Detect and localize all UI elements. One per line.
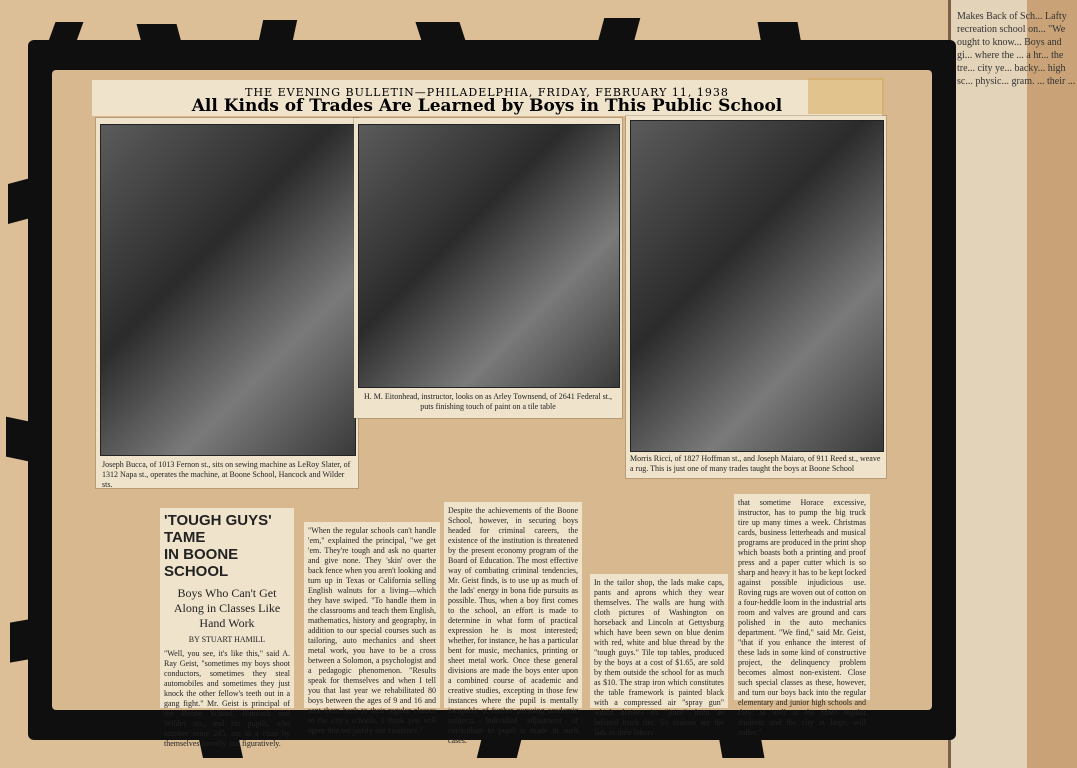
photo-clipping-tile-table — [354, 118, 622, 418]
frame-spike — [10, 617, 40, 662]
article-column-3 — [444, 502, 582, 745]
photo-clipping-sewing — [96, 118, 358, 488]
frame-spike — [137, 24, 184, 50]
article-column-5 — [734, 494, 870, 737]
frame-spike — [415, 22, 468, 50]
article-paragraph: Despite the achievements of the Boone School, however, in securing boys headed for criminal careers, the existence of the institution is threatened by the present economy program of the Board of Education. The most effective way of combating criminal tendencies, Mr. Geist finds, is to use up as much of the lads' energy in bona fide pursuits as possible. Thus, when a boy first comes to the school, an effort is made to determine in what form of practical expression he is most interested; whether, for instance, he has a particular bent for music, mechanics, printing or sheet metal work. Once these general divisions are made the boys enter upon a combined course of academic and creative studies, excepting in those few instances where the pupil is mentally incapable of further pursuing academic subjects. Individual adjustment of curriculum to pupil is made in such cases. — [448, 506, 578, 745]
frame-spike — [6, 417, 38, 464]
photo-tile-table — [358, 124, 620, 388]
photo-rug-loom — [630, 120, 884, 452]
photo-caption: H. M. Eitonhead, instructor, looks on as Arley Townsend, of 2641 Federal st., puts finishing touch of paint on a tile table — [363, 392, 613, 411]
page-headline: All Kinds of Trades Are Learned by Boys in This Public School — [191, 96, 783, 116]
article-deck: Boys Who Can't Get Along in Classes Like Hand Work — [173, 586, 281, 630]
frame-spike — [257, 20, 297, 50]
article-title-line-2: IN BOONE SCHOOL — [164, 546, 239, 580]
article-paragraph: "Well, you see, it's like this," said A. Ray Geist, "sometimes my boys shoot conductors, sometimes they steal automobiles and sometimes they just knock the other fellow's teeth out in a gang fight." Mr. Geist is principal of the Boone School, Hancock and Wilder sts., and his pupils, who number some 245, are in a class by themselves literally and figuratively. — [164, 649, 290, 748]
frame-spike — [758, 22, 803, 50]
photo-caption: Morris Ricci, of 1827 Hoffman st., and Joseph Maiaro, of 911 Reed st., weave a rug. This is just one of many trades taught the boys at Boone School — [630, 454, 881, 473]
article-paragraph: "When the regular schools can't handle 'em," explained the principal, "we get 'em. They're tough and ask no quarter and give none. They 'skin' over the back fence when you aren't looking and turn up in Texas or California selling English walnuts for a living—which they have swiped. "To handle them in the classrooms and teach them English, mathematics, history and geography, in addition to our special courses such as tailoring, auto mechanics and sheet metal work, you have to be a cross between a Solomon, a psychologist and a pedagogic phenomenon. "Results speak for themselves and when I tell you that last year we rehabilitated 80 boys between the ages of 9 and 16 and sent them back to their regular classes in the city's schools, I think you will agree that we justify our existence." — [308, 526, 436, 735]
adhesive-tape — [808, 78, 884, 114]
article-paragraph: In the tailor shop, the lads make caps, pants and aprons which they wear themselves. The walls are hung with cloth pictures of Washington on horseback and Lincoln at Gettysburg which have been sewn on blue denim with red, white and blue thread by the "tough guys." Tile top tables, produced by the boys at a cost of $1.65, are sold by them outside the school for as much as $10. The strap iron which constitutes the table framework is painted black with a compressed air "spray gun" which derives its "juice" from an inflated truck tire. So zealous are the lads in their labors — [594, 578, 724, 737]
photo-sewing-machine — [100, 124, 356, 456]
adjacent-page — [948, 0, 1076, 768]
article-column-4 — [590, 574, 728, 737]
photo-clipping-rug — [626, 116, 886, 478]
adjacent-page-text: Makes Back of Sch... Lafty recreation school on... "We ought to know... Boys and gi... where the ... a hr... the tre... city ye... backy... high sc... physic... gram. ... their ... — [957, 11, 1076, 87]
article-paragraph: that sometime Horace excessive, instructor, has to pump the big truck tire up many times a week. Christmas cards, business letterheads and musical programs are produced in the print shop which boasts both a printing and proof press and a paper cutter which is so sharp and heavy it has to be kept locked against possible injudicious use. Roving rugs are woven out of cotton on a four-heddle loom in the industrial arts room and valves are ground and cars polished in the auto mechanics department. "We find," said Mr. Geist, "that if you enhance the interest of these lads in some kind of constructive project, the delinquency problem becomes almost non-existent. Close such special classes as these, however, and turn our boys back into the regular elementary and junior high schools and they, as well as the other regular students and the city at large, will suffer." — [738, 498, 866, 737]
article-column-2 — [304, 522, 440, 735]
article-column-1 — [160, 508, 294, 748]
photo-caption: Joseph Bucca, of 1013 Fernon st., sits on sewing machine as LeRoy Slater, of 1312 Napa st., operates the machine, at Boone School, Hancock and Wilder sts. — [102, 460, 351, 489]
newspaper-masthead: THE EVENING BULLETIN—PHILADELPHIA, FRIDAY, FEBRUARY 11, 1938 — [245, 86, 729, 99]
article-byline: BY STUART HAMILL — [188, 635, 266, 644]
frame-spike — [8, 176, 38, 224]
article-title-line-1: 'TOUGH GUYS' TAME — [164, 512, 272, 546]
clipping-header — [92, 80, 882, 116]
